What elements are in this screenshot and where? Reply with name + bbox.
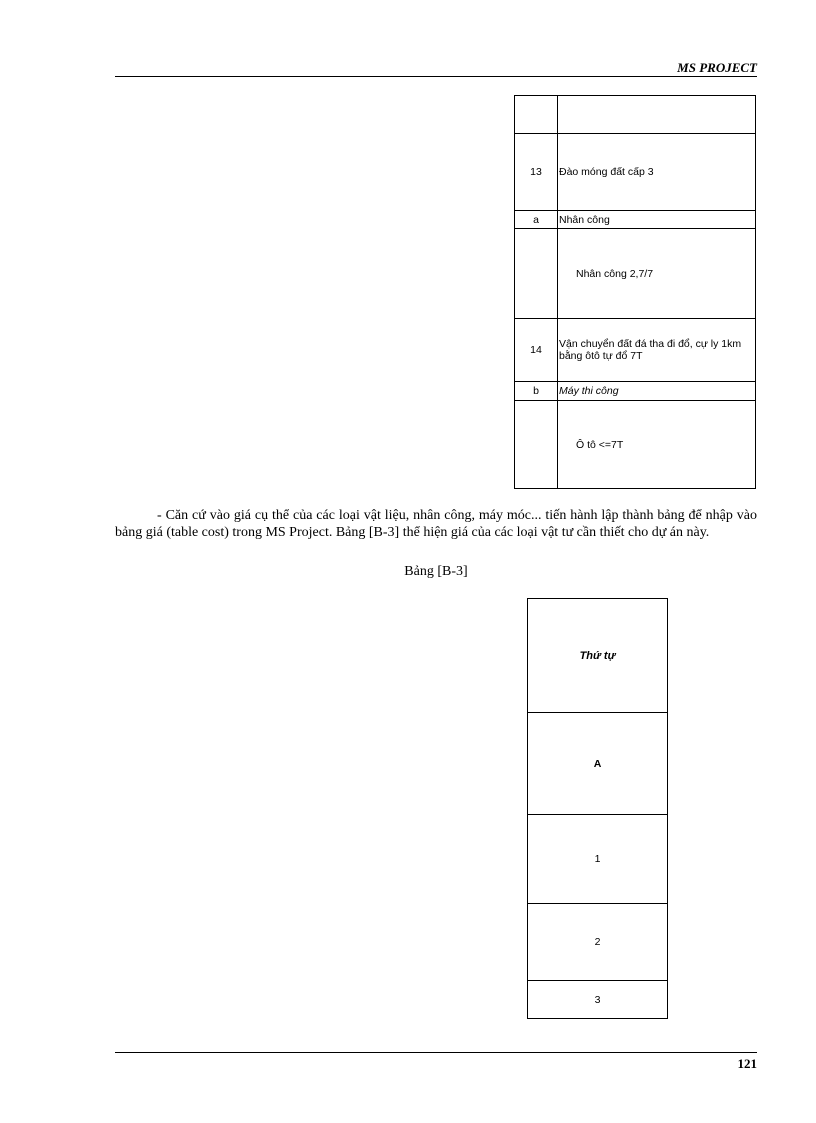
table-row xyxy=(515,134,756,211)
row-number xyxy=(515,229,558,319)
table-cell: 1 xyxy=(528,815,668,904)
table-row xyxy=(528,981,668,1019)
body-paragraph-text: - Căn cứ vào giá cụ thể của các loại vật liệu, nhân công, máy móc... tiến hành lập thành bảng để nhập vào bảng giá (table cost) trong MS Project. Bảng [B-3] thể hiện giá của các loại vật tư cần thiết cho dự án này. xyxy=(115,508,757,540)
table-caption: Bảng [B-3] xyxy=(404,564,468,579)
row-description xyxy=(558,96,756,134)
row-description: Nhân công xyxy=(558,211,756,229)
table-row xyxy=(528,713,668,815)
row-description: Nhân công 2,7/7 xyxy=(558,229,756,319)
table-row xyxy=(515,229,756,319)
table-row xyxy=(515,319,756,382)
table-cell: 3 xyxy=(528,981,668,1019)
header-title: MS PROJECT xyxy=(677,60,757,75)
table-row xyxy=(515,382,756,401)
table-cell: A xyxy=(528,713,668,815)
row-number: 13 xyxy=(515,134,558,211)
table-row xyxy=(528,599,668,713)
table-cell: 2 xyxy=(528,904,668,981)
row-number: b xyxy=(515,382,558,401)
row-number: a xyxy=(515,211,558,229)
row-description: Ô tô <=7T xyxy=(558,401,756,489)
page-number: 121 xyxy=(737,1056,757,1071)
table-row xyxy=(528,815,668,904)
row-description: Máy thi công xyxy=(558,382,756,401)
cost-table-excerpt xyxy=(514,95,756,489)
table-row xyxy=(515,211,756,229)
body-paragraph xyxy=(115,507,757,541)
header-rule xyxy=(115,76,757,77)
column-header: Thứ tự xyxy=(528,599,668,713)
order-table xyxy=(527,598,668,1019)
row-number: 14 xyxy=(515,319,558,382)
row-number xyxy=(515,401,558,489)
row-description: Vận chuyển đất đá tha đi đổ, cự ly 1km bằng ôtô tự đổ 7T xyxy=(558,319,756,382)
footer-rule xyxy=(115,1052,757,1053)
table-row xyxy=(515,96,756,134)
row-description: Đào móng đất cấp 3 xyxy=(558,134,756,211)
row-number xyxy=(515,96,558,134)
table-row xyxy=(515,401,756,489)
table-row xyxy=(528,904,668,981)
